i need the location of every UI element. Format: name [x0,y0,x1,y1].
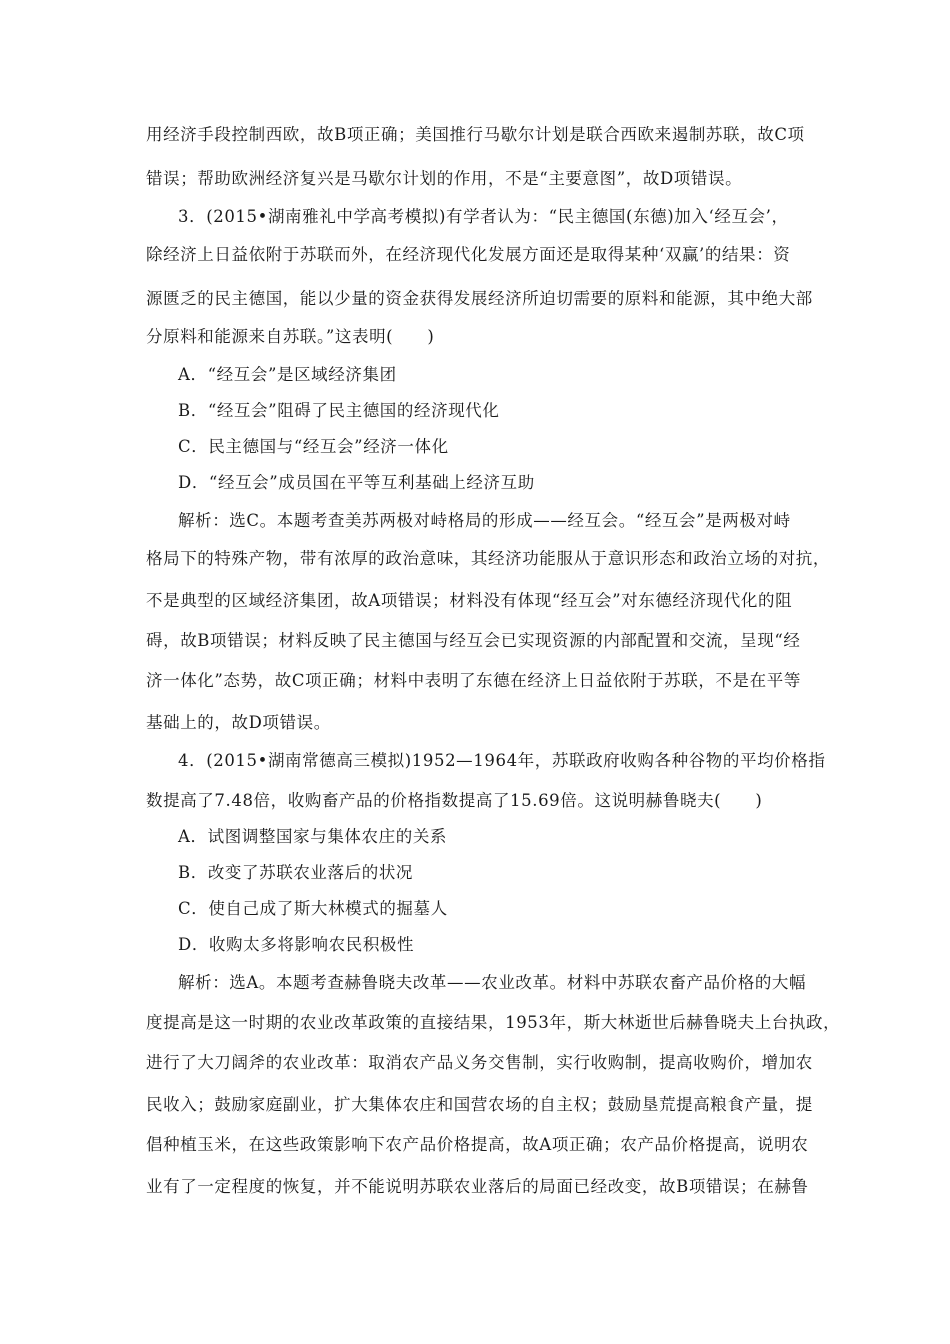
answer-explanation: 解析：选A。本题考查赫鲁晓夫改革——农业改革。材料中苏联农畜产品价格的大幅 [178,973,807,992]
text-line: 除经济上日益依附于苏联而外，在经济现代化发展方面还是取得某种‘双赢’的结果：资 [146,245,791,264]
option-c: C．民主德国与“经互会”经济一体化 [178,437,449,456]
option-a: A．试图调整国家与集体农庄的关系 [178,827,448,846]
question-3-stem: 3．(2015•湖南雅礼中学高考模拟)有学者认为：“民主德国(东德)加入‘经互会’， [178,207,789,226]
option-b: B．改变了苏联农业落后的状况 [178,863,414,882]
answer-explanation: 解析：选C。本题考查美苏两极对峙格局的形成——经互会。“经互会”是两极对峙 [178,511,791,530]
text-line: 错误；帮助欧洲经济复兴是马歇尔计划的作用，不是“主要意图”，故D项错误。 [146,169,743,188]
text-line: 格局下的特殊产物，带有浓厚的政治意味，其经济功能服从于意识形态和政治立场的对抗， [146,549,830,568]
text-line: 数提高了7.48倍，收购畜产品的价格指数提高了15.69倍。这说明赫鲁晓夫( ) [146,791,763,810]
text-line: 用经济手段控制西欧，故B项正确；美国推行马歇尔计划是联合西欧来遏制苏联，故C项 [146,125,805,144]
text-line: 不是典型的区域经济集团，故A项错误；材料没有体现“经互会”对东德经济现代化的阻 [146,591,793,610]
text-line: 民收入；鼓励家庭副业，扩大集体农庄和国营农场的自主权；鼓励垦荒提高粮食产量，提 [146,1095,813,1114]
text-line: 基础上的，故D项错误。 [146,713,331,732]
text-line: 业有了一定程度的恢复，并不能说明苏联农业落后的局面已经改变，故B项错误；在赫鲁 [146,1177,809,1196]
option-c: C．使自己成了斯大林模式的掘墓人 [178,899,448,918]
text-line: 分原料和能源来自苏联。”这表明( ) [146,327,435,346]
text-line: 倡种植玉米，在这些政策影响下农产品价格提高，故A项正确；农产品价格提高，说明农 [146,1135,809,1154]
option-d: D．“经互会”成员国在平等互利基础上经济互助 [178,473,535,492]
option-d: D．收购太多将影响农民积极性 [178,935,415,954]
text-line: 碍，故B项错误；材料反映了民主德国与经互会已实现资源的内部配置和交流，呈现“经 [146,631,801,650]
text-line: 度提高是这一时期的农业改革政策的直接结果，1953年，斯大林逝世后赫鲁晓夫上台执政， [146,1013,841,1032]
question-4-stem: 4．(2015•湖南常德高三模拟)1952—1964年，苏联政府收购各种谷物的平均价格指 [178,751,826,770]
text-line: 济一体化”态势，故C项正确；材料中表明了东德在经济上日益依附于苏联，不是在平等 [146,671,801,690]
text-line: 源匮乏的民主德国，能以少量的资金获得发展经济所迫切需要的原料和能源，其中绝大部 [146,289,813,308]
option-a: A．“经互会”是区域经济集团 [178,365,397,384]
option-b: B．“经互会”阻碍了民主德国的经济现代化 [178,401,500,420]
text-line: 进行了大刀阔斧的农业改革：取消农产品义务交售制，实行收购制，提高收购价，增加农 [146,1053,813,1072]
